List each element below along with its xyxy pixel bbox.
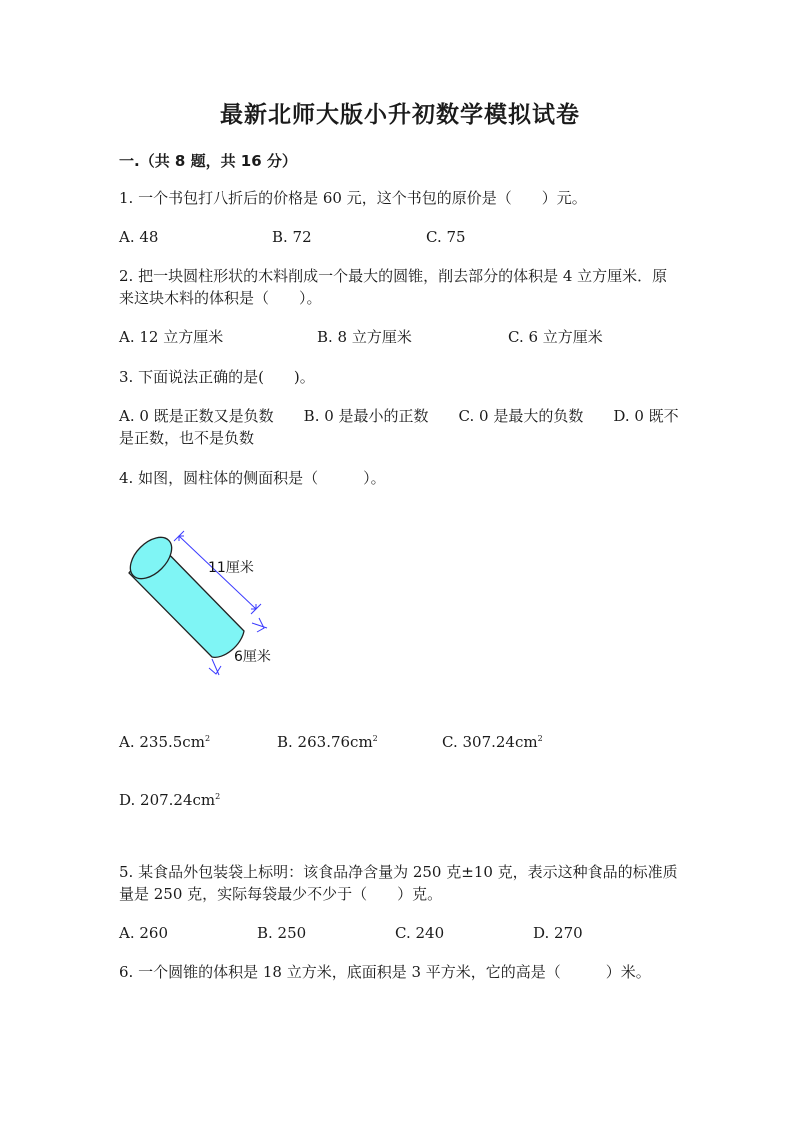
q4-option-c: C. $307.24cm^2$: [442, 733, 543, 751]
diameter-label: 6厘米: [234, 649, 271, 665]
question-5: 5. 某食品外包装袋上标明：该食品净含量为 250 克±10 克，表示这种食品的标准质量是 250 克，实际每袋最少不少于（ ）克。: [119, 863, 678, 903]
q5-option-a: A. 260: [119, 924, 168, 942]
question-1: 1. 一个书包打八折后的价格是 60 元，这个书包的原价是（ ）元。: [119, 189, 587, 207]
question-3: 3. 下面说法正确的是( )。: [119, 368, 315, 386]
question-3-options: A. 0 既是正数又是负数 B. 0 是最小的正数 C. 0 是最大的负数 D. 0 既不是正数，也不是负数: [119, 407, 679, 447]
q4-option-a: A. $235.5cm^2$: [119, 733, 211, 751]
question-5-options: [119, 922, 689, 944]
question-6: 6. 一个圆锥的体积是 18 立方米，底面积是 3 平方米，它的高是（ ）米。: [119, 963, 651, 981]
q2-option-b: B. 8 立方厘米: [317, 328, 412, 346]
q2-option-c: C. 6 立方厘米: [508, 328, 603, 346]
question-4-options-row-1: [119, 728, 689, 750]
length-label: 11厘米: [208, 560, 254, 576]
question-2-options: [119, 326, 689, 348]
section-header: 一.（共 8 题，共 16 分）: [119, 152, 297, 170]
question-4-options-row-2: [119, 786, 689, 808]
question-4: 4. 如图，圆柱体的侧面积是（ ）。: [119, 469, 386, 487]
q4-option-d: D. $207.24cm^2$: [119, 791, 221, 809]
q1-option-a: A. 48: [119, 228, 159, 246]
q5-option-c: C. 240: [395, 924, 445, 942]
q1-option-b: B. 72: [272, 228, 312, 246]
cylinder-figure: [119, 518, 299, 688]
q5-option-d: D. 270: [533, 924, 583, 942]
question-2: 2. 把一块圆柱形状的木料削成一个最大的圆锥，削去部分的体积是 4 立方厘米．原来这块木料的体积是（ ）。: [119, 267, 668, 307]
q1-option-c: C. 75: [426, 228, 466, 246]
q4-option-b: B. $263.76cm^2$: [277, 733, 378, 751]
q5-option-b: B. 250: [257, 924, 307, 942]
question-1-options: [119, 226, 689, 248]
q2-option-a: A. 12 立方厘米: [119, 328, 224, 346]
page-title: 最新北师大版小升初数学模拟试卷: [220, 102, 580, 128]
